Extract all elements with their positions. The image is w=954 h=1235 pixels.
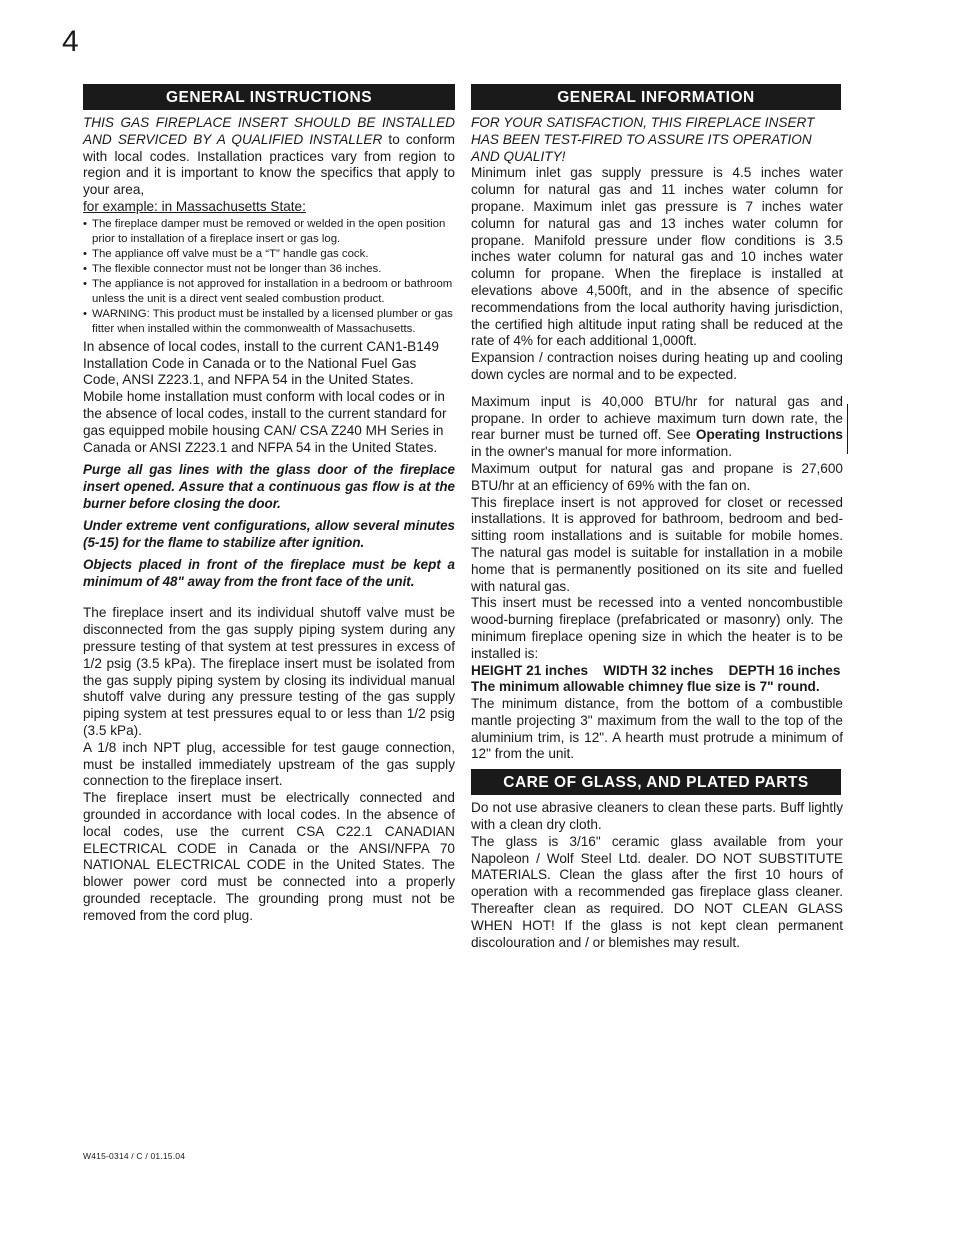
purge-warning: Purge all gas lines with the glass door of the fireplace insert opened. Assure that a continuous gas flow is at the burner before closing the door. — [83, 462, 455, 512]
page-number: 4 — [62, 25, 79, 58]
test-fired-intro: FOR YOUR SATISFACTION, THIS FIREPLACE INSERT HAS BEEN TEST-FIRED TO ASSURE ITS OPERATION AND QUALITY! — [471, 115, 815, 164]
installer-intro-rest: to conform with local codes. Installation practices vary from region to region and it is important to know the specifics that apply to your area, — [83, 131, 455, 198]
care-paragraph-cleaners: Do not use abrasive cleaners to clean these parts. Buff lightly with a clean dry cloth. — [471, 800, 843, 833]
revision-bar — [847, 404, 848, 454]
expansion-noise-paragraph: Expansion / contraction noises during heating up and cooling down cycles are normal and to be expected. — [471, 350, 843, 382]
clearance-warning: Objects placed in front of the fireplace must be kept a minimum of 48" away from the front face of the unit. — [83, 557, 455, 590]
installer-intro — [83, 115, 455, 199]
list-item: • The fireplace damper must be removed or welded in the open position prior to installation of a fireplace insert or gas log. — [83, 217, 455, 247]
electrical-paragraph: The fireplace insert must be electrically connected and grounded in accordance with local codes. In the absence of local codes, use the current CSA C22.1 CANADIAN ELECTRICAL CODE in Canada or the ANSI/NFPA 70 NATIONAL ELECTRICAL CODE in the United States. The blower power cord must be connected into a properly grounded receptacle. The grounding prong must not be removed from the cord plug. — [83, 790, 455, 923]
operating-instructions-reference: Operating Instructions — [695, 427, 843, 443]
vent-warning: Under extreme vent configurations, allow several minutes (5-15) for the flame to stabilize after ignition. — [83, 518, 455, 551]
right-column — [471, 84, 843, 951]
npt-plug-paragraph: A 1/8 inch NPT plug, accessible for test gauge connection, must be installed immediately upstream of the gas supply connection to the fireplace insert. — [83, 739, 455, 789]
document-code: W415-0314 / C / 01.15.04 — [83, 1151, 186, 1161]
chimney-flue-size: The minimum allowable chimney flue size is 7" round. — [471, 679, 820, 695]
list-item: • The appliance off valve must be a “T” handle gas cock. — [83, 247, 455, 262]
shutoff-valve-paragraph: The fireplace insert and its individual shutoff valve must be disconnected from the gas supply piping system during any pressure testing of that system at test pressures in excess of 1/2 psig (3.5 kPa). The fireplace insert must be isolated from the gas supply piping system by closing its individual manual shutoff valve during any pressure testing of the gas supply piping system at test pressures equal to or less than 1/2 psig (3.5 kPa). — [83, 605, 455, 738]
opening-dimensions: HEIGHT 21 inches WIDTH 32 inches DEPTH 16 inches — [471, 662, 841, 678]
max-input-text: Maximum input is 40,000 BTU/hr for natural gas and propane. In order to achieve maximum turn down rate, the rear burner must be turned off. See — [471, 393, 843, 443]
installation-codes-paragraph: In absence of local codes, install to the current CAN1-B149 Installation Code in Canada or to the National Fuel Gas Code, ANSI Z223.1, and NFPA 54 in the United States. Mobile home installation must conform with local codes or in the absence of local codes, install to the current standard for gas equipped mobile housing CAN/ CSA Z240 MH Series in Canada or ANSI Z223.1 and NFPA 54 in the United States. — [83, 338, 447, 455]
care-paragraph-glass: The glass is 3/16" ceramic glass available from your Napoleon / Wolf Steel Ltd. dealer. DO NOT SUBSTITUTE MATERIALS. Clean the glass after the first 10 hours of operation with a recommended gas fireplace glass cleaner. Thereafter clean as required. DO NOT CLEAN GLASS WHEN HOT! If the glass is not kept clean permanent discolouration and / or blemishes may result. — [471, 833, 843, 950]
mantle-distance-paragraph: The minimum distance, from the bottom of a combustible mantle projecting 3" maximum from the wall to the top of the aluminium trim, is 12". A hearth must protrude a minimum of 12" from the unit. — [471, 696, 843, 762]
list-item: • The appliance is not approved for installation in a bedroom or bathroom unless the unit is a direct vent sealed combustion product. — [83, 277, 455, 307]
recess-paragraph: This insert must be recessed into a vented noncombustible wood-burning fireplace (prefabricated or masonry) only. The minimum fireplace opening size in which the heater is to be installed is: — [471, 595, 843, 661]
installer-intro-italic: THIS GAS FIREPLACE INSERT SHOULD BE INSTALLED AND SERVICED BY A QUALIFIED INSTALLER — [83, 115, 455, 147]
gas-pressure-paragraph: Minimum inlet gas supply pressure is 4.5 inches water column for natural gas and 11 inches water column for propane. Maximum inlet gas pressure is 7 inches water column for natural gas and 13 inches water column for propane. Manifold pressure under flow conditions is 3.5 inches water column for natural gas and 10 inches water column for propane. When the fireplace is installed at elevations above 4,500ft, and in the absence of specific recommendations from the local authority having jurisdiction, the certified high altitude input rating shall be reduced at the rate of 4% for each additional 1,000ft. — [471, 165, 843, 349]
approval-paragraph: This fireplace insert is not approved for closet or recessed installations. It is approved for bathroom, bedroom and bed-sitting room installations and is suitable for mobile homes. The natural gas model is suitable for installation in a mobile home that is permanently positioned on its site and fuelled with natural gas. — [471, 494, 843, 594]
list-item: • The flexible connector must not be longer than 36 inches. — [83, 262, 455, 277]
general-instructions-header: GENERAL INSTRUCTIONS — [83, 84, 455, 110]
list-item: • WARNING: This product must be installed by a licensed plumber or gas fitter when installed within the commonwealth of Massachusetts. — [83, 307, 455, 337]
left-column — [83, 84, 455, 925]
massachusetts-requirements-list — [83, 217, 455, 337]
max-output-paragraph: Maximum output for natural gas and propane is 27,600 BTU/hr at an efficiency of 69% with the fan on. — [471, 460, 843, 493]
max-input-text-end: in the owner's manual for more information. — [471, 444, 732, 460]
massachusetts-example-label: for example: in Massachusetts State: — [83, 198, 306, 214]
general-information-header: GENERAL INFORMATION — [471, 84, 841, 110]
care-of-glass-header: CARE OF GLASS, AND PLATED PARTS — [471, 769, 841, 795]
max-input-paragraph — [471, 394, 843, 461]
